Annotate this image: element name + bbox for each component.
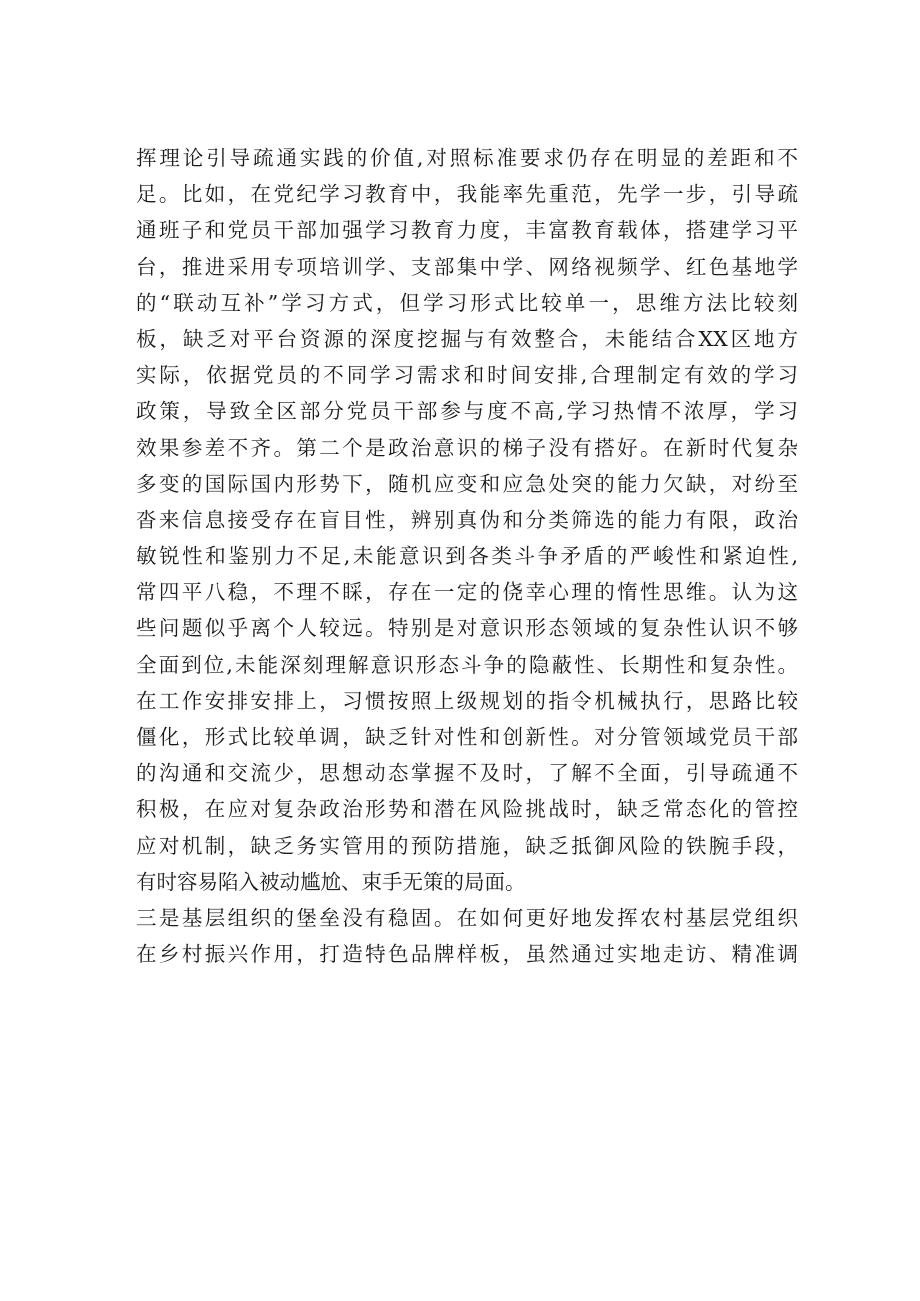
- text-line: 通班子和党员干部加强学习教育力度，丰富教育载体，搭建学习平: [136, 218, 798, 243]
- text-line: 板，缺乏对平台资源的深度挖掘与有效整合，未能结合XX区地方: [136, 326, 798, 351]
- text-line: 实际，依据党员的不同学习需求和时间安排,合理制定有效的学习: [136, 363, 798, 388]
- body-paragraph-2: [136, 900, 798, 972]
- text-line: 敏锐性和鉴别力不足,未能意识到各类斗争矛盾的严峻性和紧迫性,: [136, 544, 798, 569]
- section-heading-line: 三是基层组织的堡垒没有稳固。在如何更好地发挥农村基层党组织: [136, 905, 798, 930]
- text-line: 应对机制，缺乏务实管用的预防措施，缺乏抵御风险的铁腕手段，: [136, 833, 798, 858]
- text-line: 政策，导致全区部分党员干部参与度不高,学习热情不浓厚，学习: [136, 399, 798, 424]
- text-line: 在工作安排安排上，习惯按照上级规划的指令机械执行，思路比较: [136, 688, 798, 713]
- text-line: 效果参差不齐。第二个是政治意识的梯子没有搭好。在新时代复杂: [136, 435, 798, 460]
- text-line: 有时容易陷入被动尴尬、束手无策的局面。: [136, 869, 526, 894]
- text-line: 沓来信息接受存在盲目性，辨别真伪和分类筛选的能力有限，政治: [136, 507, 798, 532]
- text-line: 在乡村振兴作用，打造特色品牌样板，虽然通过实地走访、精准调: [136, 942, 798, 967]
- text-line: 僵化，形式比较单调，缺乏针对性和创新性。对分管领域党员干部: [136, 725, 798, 749]
- body-paragraph-1: [136, 140, 798, 900]
- text-line: 的“联动互补”学习方式，但学习形式比较单一，思维方法比较刻: [136, 290, 798, 315]
- text-line: 常四平八稳，不理不睬，存在一定的侥幸心理的惰性思维。认为这: [136, 580, 798, 605]
- text-line: 积极，在应对复杂政治形势和潜在风险挑战时，缺乏常态化的管控: [136, 797, 798, 822]
- text-line: 挥理论引导疏通实践的价值,对照标准要求仍存在明显的差距和不: [136, 146, 798, 170]
- text-line: 的沟通和交流少，思想动态掌握不及时，了解不全面，引导疏通不: [136, 761, 798, 786]
- text-line: 足。比如，在党纪学习教育中，我能率先重范，先学一步，引导疏: [136, 182, 798, 207]
- text-line: 全面到位,未能深刻理解意识形态斗争的隐蔽性、长期性和复杂性。: [136, 652, 798, 677]
- document-page: [136, 140, 798, 972]
- text-line: 多变的国际国内形势下，随机应变和应急处突的能力欠缺，对纷至: [136, 471, 798, 496]
- text-line: 台，推进采用专项培训学、支部集中学、网络视频学、红色基地学: [136, 254, 798, 279]
- text-line: 些问题似乎离个人较远。特别是对意识形态领域的复杂性认识不够: [136, 616, 798, 641]
